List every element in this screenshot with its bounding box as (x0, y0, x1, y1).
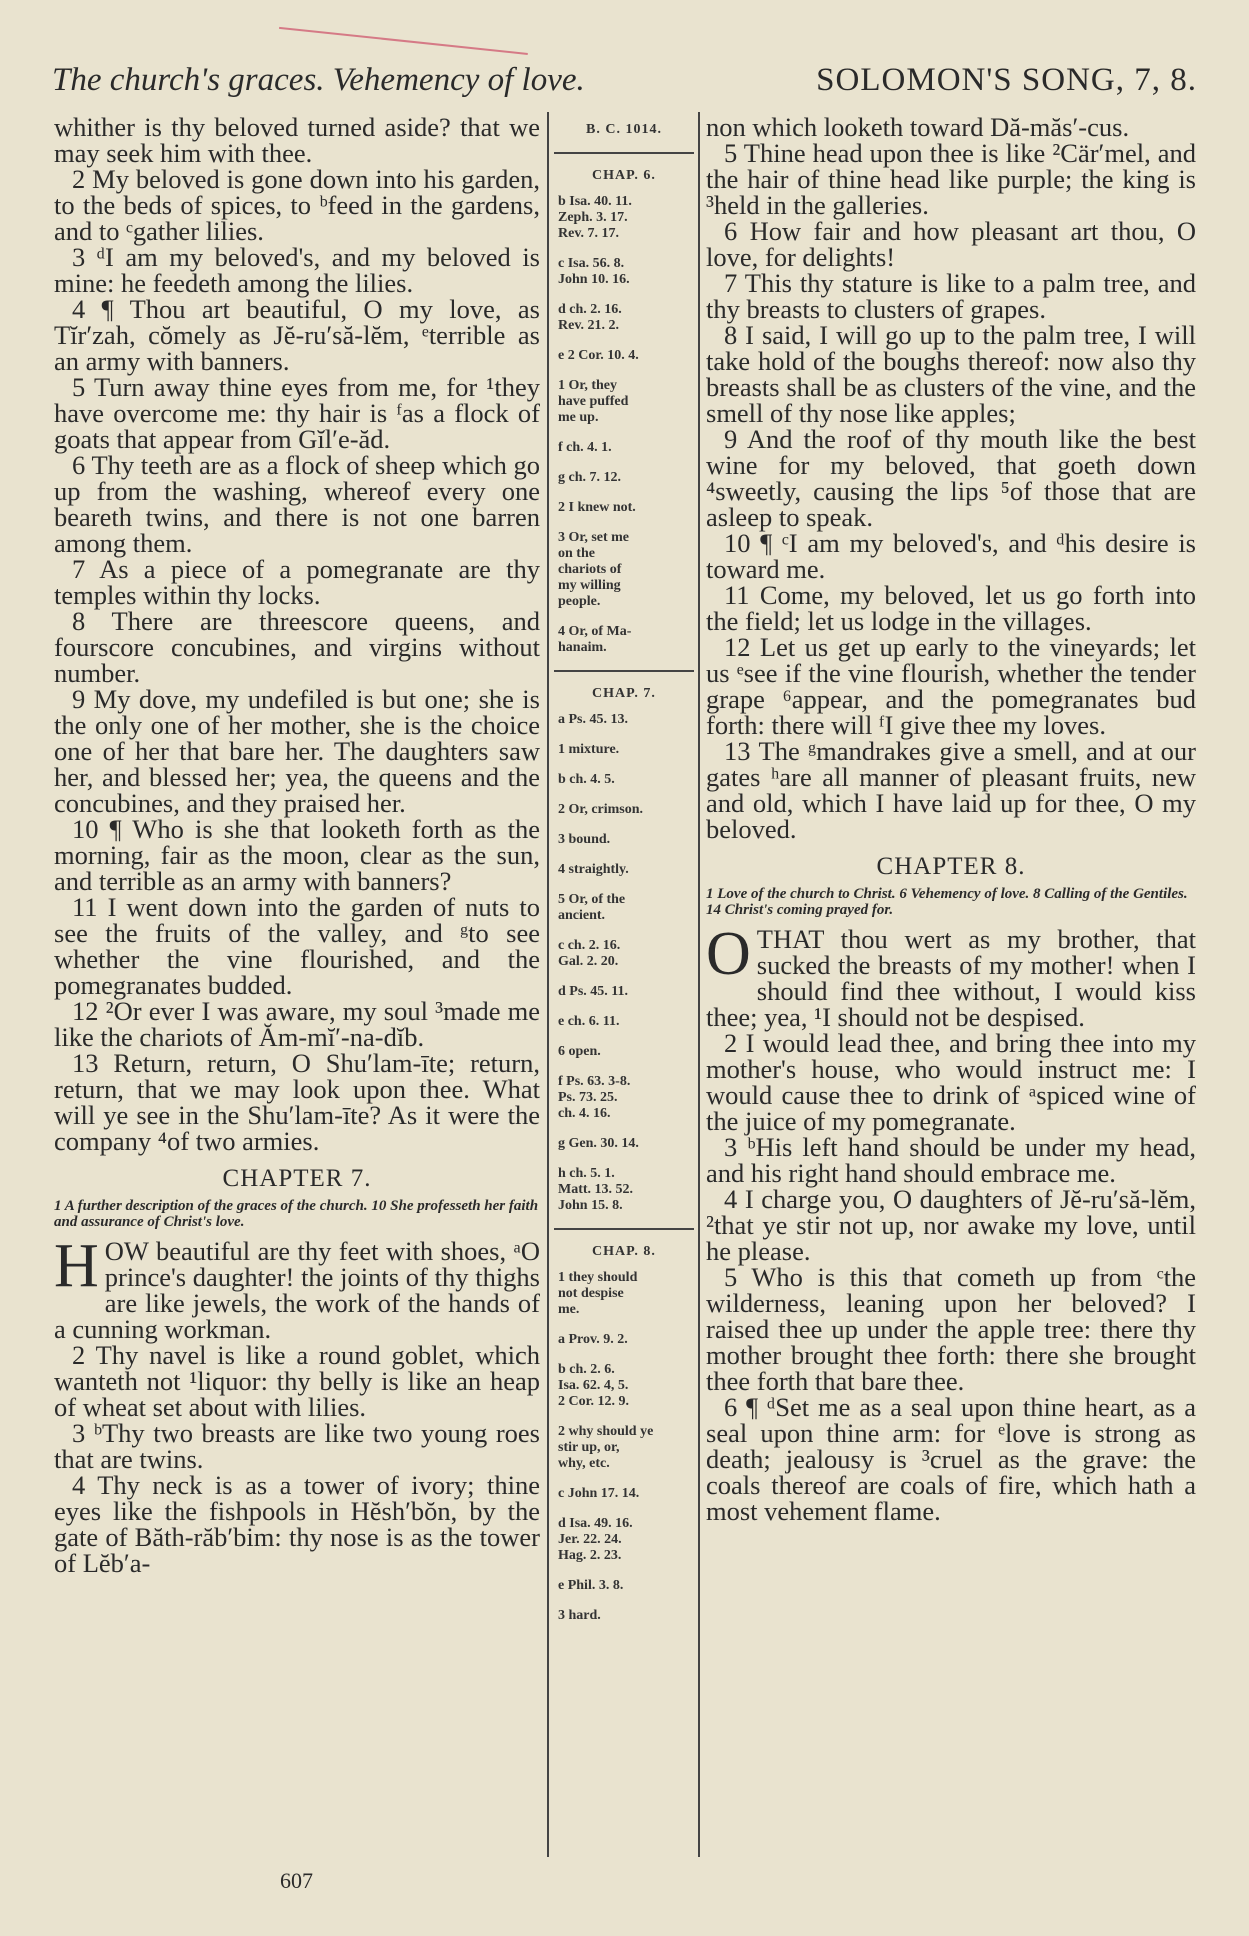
header-book-title: SOLOMON'S SONG, 7, 8. (816, 62, 1197, 98)
margin-note: 1 they should not despise me. (558, 1270, 638, 1317)
verse (706, 634, 1196, 738)
header-topic: The church's graces. Vehemency of love. (52, 62, 585, 98)
chapter-summary: 1 Love of the church to Christ. 6 Vehemency of love. 8 Calling of the Gentiles. 14 Christ's coming prayed for. (706, 886, 1188, 918)
margin-note: c John 17. 14. (558, 1486, 640, 1501)
drop-cap: O (706, 920, 751, 988)
verse (54, 1050, 540, 1154)
verse (54, 556, 540, 608)
verse-text: 4 I charge you, O daughters of Jĕ-ru′să-lĕm, ²that ye stir not up, nor awake my love, until he please. (706, 1184, 1196, 1266)
verse-text: 8 There are threescore queens, and fourscore concubines, and virgins without number. (54, 606, 540, 688)
margin-note: f Ps. 63. 3-8. Ps. 73. 25. ch. 4. 16. (558, 1074, 631, 1121)
verse-text: 3 ᵇHis left hand should be under my head, and his right hand should embrace me. (706, 1132, 1196, 1188)
verse-text: 11 Come, my beloved, let us go forth into the field; let us lodge in the villages. (706, 580, 1196, 636)
verse-text: 3 ᵈI am my beloved's, and my beloved is mine: he feedeth among the lilies. (54, 242, 540, 298)
verse-text: 2 Thy navel is like a round goblet, which wanteth not ¹liquor: thy belly is like an heap of wheat set about with lilies. (54, 1340, 540, 1422)
verse (54, 1472, 540, 1576)
red-pen-mark (279, 0, 531, 55)
chapter-heading: CHAPTER 8. (876, 853, 1026, 880)
verse (54, 998, 540, 1050)
verse (706, 1264, 1196, 1394)
verse-text: 6 How fair and how pleasant art thou, O love, for delights! (706, 216, 1196, 272)
margin-note: e 2 Cor. 10. 4. (558, 348, 639, 363)
margin-note: 2 I knew not. (558, 500, 636, 515)
verse (54, 1420, 540, 1472)
verse (706, 582, 1196, 634)
verse-text: 13 The ᵍmandrakes give a smell, and at our gates ʰare all manner of pleasant fruits, new and old, which I have laid up for thee, O my beloved. (706, 736, 1196, 844)
verse (706, 530, 1196, 582)
page-number: 607 (280, 1868, 313, 1893)
margin-note: b Isa. 40. 11. Zeph. 3. 17. Rev. 7. 17. (558, 194, 632, 241)
margin-note: 1 Or, they have puffed me up. (558, 378, 629, 425)
verse (706, 738, 1196, 842)
margin-note: 5 Or, of the ancient. (558, 892, 626, 923)
margin-note: 3 bound. (558, 832, 611, 847)
verse (54, 686, 540, 816)
verse (54, 114, 540, 166)
margin-note: 2 Or, crimson. (558, 802, 644, 817)
margin-note: 3 Or, set me on the chariots of my willing people. (558, 530, 630, 609)
margin-note: d Isa. 49. 16. Jer. 22. 24. Hag. 2. 23. (558, 1516, 633, 1563)
margin-note: c ch. 2. 16. Gal. 2. 20. (558, 938, 621, 969)
verse-text: 9 And the roof of thy mouth like the best wine for my beloved, that goeth down ⁴sweetly, causing the lips ⁵of those that are asleep to speak. (706, 424, 1196, 532)
margin-heading: CHAP. 8. (592, 1244, 656, 1259)
margin-note: 3 hard. (558, 1608, 601, 1623)
chapter-summary: 1 A further description of the graces of the church. 10 She professeth her faith and assurance of Christ's love. (54, 1198, 539, 1230)
verse-text: 5 Who is this that cometh up from ᶜthe wilderness, leaning upon her beloved? I raised thee up under the apple tree: there thy mother brought thee forth: there she brought thee forth that bare thee. (706, 1262, 1196, 1396)
margin-heading: CHAP. 7. (592, 686, 656, 701)
margin-note: 6 open. (558, 1044, 601, 1059)
verse (706, 426, 1196, 530)
margin-heading: CHAP. 6. (592, 168, 656, 183)
verse-text: whither is thy beloved turned aside? that we may seek him with thee. (54, 114, 540, 168)
verse-text: 4 Thy neck is as a tower of ivory; thine eyes like the fishpools in Hĕsh′bŏn, by the gate of Băth-răb′bim: thy nose is as the tower of Lĕb′a- (54, 1470, 540, 1578)
left-text-column (54, 114, 540, 1864)
margin-references (554, 114, 694, 1638)
verse-text: 10 ¶ Who is she that looketh forth as the morning, fair as the moon, clear as the sun, and terrible as an army with banners? (54, 814, 540, 896)
margin-note: e ch. 6. 11. (558, 1014, 620, 1029)
margin-rule (554, 152, 694, 154)
right-text-column (706, 114, 1196, 1864)
verse (54, 1342, 540, 1420)
verse-text: 2 My beloved is gone down into his garden, to the beds of spices, to ᵇfeed in the gardens, and to ᶜgather lilies. (54, 164, 540, 246)
verse (54, 608, 540, 686)
verse (706, 1394, 1196, 1524)
chapter-heading: CHAPTER 7. (222, 1165, 372, 1192)
verse-text: 7 As a piece of a pomegranate are thy temples within thy locks. (54, 554, 540, 610)
verse (54, 1232, 540, 1344)
verse-text: 8 I said, I will go up to the palm tree, I will take hold of the boughs thereof: now also thy breasts shall be as clusters of the vine, and the smell of thy nose like apples; (706, 320, 1196, 428)
verse-text: 7 This thy stature is like to a palm tree, and thy breasts to clusters of grapes. (706, 268, 1196, 324)
verse-text: OW beautiful are thy feet with shoes, ᵃO prince's daughter! the joints of thy thighs are like jewels, the work of the hands of a cunning workman. (54, 1236, 540, 1344)
verse (706, 1186, 1196, 1264)
margin-note: c Isa. 56. 8. John 10. 16. (558, 256, 630, 287)
verse-text: 5 Turn away thine eyes from me, for ¹they have overcome me: thy hair is ᶠas a flock of goats that appear from Gĭl′e-ăd. (54, 372, 540, 454)
margin-note: a Prov. 9. 2. (558, 1332, 628, 1347)
verse (706, 218, 1196, 270)
verse-text: 13 Return, return, O Shu′lam-īte; return, return, that we may look upon thee. What will ye see in the Shu′lam-īte? As it were the company ⁴of two armies. (54, 1048, 540, 1156)
margin-note: g ch. 7. 12. (558, 470, 621, 485)
verse-text: 6 ¶ ᵈSet me as a seal upon thine heart, as a seal upon thine arm: for ᵉlove is strong as death; jealousy is ³cruel as the grave: the coals thereof are coals of fire, which hath a most vehement flame. (706, 1392, 1196, 1526)
verse-text: 5 Thine head upon thee is like ²Cär′mel, and the hair of thine head like purple; the king is ³held in the galleries. (706, 138, 1196, 220)
margin-note: b ch. 4. 5. (558, 772, 615, 787)
verse-text: 3 ᵇThy two breasts are like two young roes that are twins. (54, 1418, 540, 1474)
verse (54, 452, 540, 556)
margin-note: f ch. 4. 1. (558, 440, 612, 455)
verse (706, 140, 1196, 218)
verse-text: 10 ¶ ᶜI am my beloved's, and ᵈhis desire is toward me. (706, 528, 1196, 584)
margin-heading: B. C. 1014. (586, 122, 662, 137)
verse (706, 322, 1196, 426)
verse (54, 894, 540, 998)
verse (54, 374, 540, 452)
verse-text: 12 ²Or ever I was aware, my soul ³made me like the chariots of Ăm-mĭ′-na-dĭb. (54, 996, 540, 1052)
margin-note: 4 Or, of Ma- hanaim. (558, 624, 632, 655)
verse (54, 296, 540, 374)
margin-rule (554, 1228, 694, 1230)
margin-note: 4 straightly. (558, 862, 629, 877)
verse (706, 270, 1196, 322)
verse-text: 4 ¶ Thou art beautiful, O my love, as Tĭr′zah, cŏmely as Jĕ-ru′să-lĕm, ᵉterrible as an army with banners. (54, 294, 540, 376)
verse (54, 166, 540, 244)
verse (54, 244, 540, 296)
verse (706, 114, 1196, 140)
margin-note: b ch. 2. 6. Isa. 62. 4, 5. 2 Cor. 12. 9. (558, 1362, 630, 1409)
margin-note: a Ps. 45. 13. (558, 712, 628, 727)
verse-text: 11 I went down into the garden of nuts to see the fruits of the valley, and ᵍto see whether the vine flourished, and the pomegranates budded. (54, 892, 540, 1000)
verse-text: non which looketh toward Dă-măs′-cus. (706, 114, 1130, 142)
margin-note: d Ps. 45. 11. (558, 984, 629, 999)
verse-text: 9 My dove, my undefiled is but one; she is the only one of her mother, she is the choice one of her that bare her. The daughters saw her, and blessed her; yea, the queens and the concubines, and they praised her. (54, 684, 540, 818)
verse-text: 6 Thy teeth are as a flock of sheep which go up from the washing, whereof every one beareth twins, and there is not one barren among them. (54, 450, 540, 558)
margin-note: d ch. 2. 16. Rev. 21. 2. (558, 302, 622, 333)
running-header (52, 62, 1197, 106)
margin-note: g Gen. 30. 14. (558, 1136, 639, 1151)
margin-note: 1 mixture. (558, 742, 620, 757)
verse (706, 1134, 1196, 1186)
margin-rule (554, 670, 694, 672)
verse (706, 920, 1196, 1032)
margin-note: e Phil. 3. 8. (558, 1578, 624, 1593)
verse (54, 816, 540, 894)
column-divider (547, 112, 549, 1857)
verse-text: THAT thou wert as my brother, that sucked the breasts of my mother! when I should find thee without, I would kiss thee; yea, ¹I should not be despised. (706, 924, 1196, 1032)
drop-cap: H (54, 1232, 99, 1300)
verse-text: 2 I would lead thee, and bring thee into my mother's house, who would instruct me: I would cause thee to drink of ᵃspiced wine of the juice of my pomegranate. (706, 1028, 1196, 1136)
column-divider (698, 112, 700, 1857)
margin-note: 2 why should ye stir up, or, why, etc. (558, 1424, 654, 1471)
margin-note: h ch. 5. 1. Matt. 13. 52. John 15. 8. (558, 1166, 634, 1213)
verse-text: 12 Let us get up early to the vineyards; let us ᵉsee if the vine flourish, whether the tender grape ⁶appear, and the pomegranates bud forth: there will ᶠI give thee my loves. (706, 632, 1196, 740)
verse (706, 1030, 1196, 1134)
